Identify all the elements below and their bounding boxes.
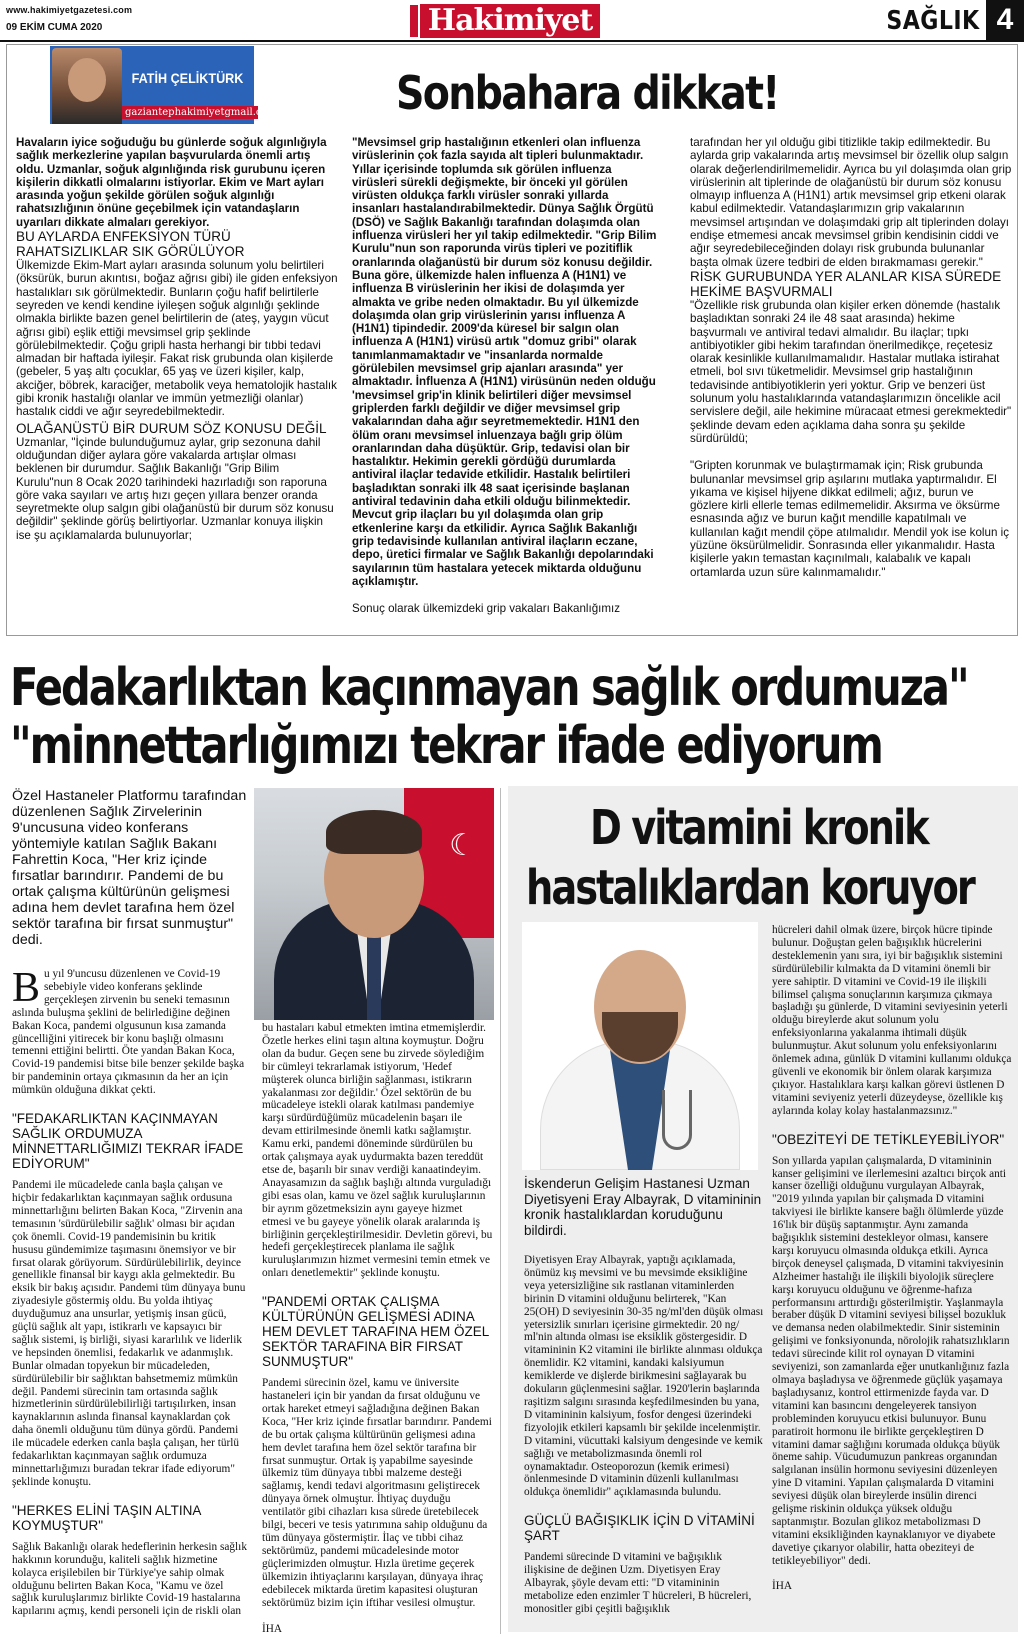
article2-paragraph: Pandemi sürecinin özel, kamu ve üniversite hastaneleri için bir yandan da fırsat olduğunu ve ortak hareket etmeyi sağladığına değinen Bakan Koca, "Her kriz içinde fırsatlar barındırır. Pandemi de bu ortak çalışma kültürünün gelişmesi adına hem devlet tarafına hem özel sektör tarafına bir fırsat sunmuştur. Ortak iş yapabilme sayesinde ülkemiz tüm dünyaya tıbbi malzeme desteği sağlamış, kendi tedavi algoritmasını geliştirecek dünyaya örnek olmuştur. İhtiyaç duyduğu ventilatör gibi cihazları kısa sürede üretebilecek bilgi, beceri ve tesis yatırımına sahip olduğunu da tüm dünyaya göstermiştir. İlaç ve tıbbi cihaz sektörümüz, pandemi mücadelesinde motor güçlerimizden olmuştur. Hızla üretime geçerek ülkemizin ihtiyaçlarını karşılayan, dünyaya ihraç edebilecek miktarda üretim kapasitesi oluşturan sektörümüz bizim için iftihar vesilesi olmuştur. <box>262 1377 492 1609</box>
author-email[interactable]: gaziantephakimiyetgmail.com <box>122 106 258 119</box>
article1-paragraph: "Mevsimsel grip hastalığının etkenleri olan influenza virüslerinin çok fazla sayıda alt tipleri bulunmaktadır. Yıllar içerisinde toplumda sık görülen influenza virüsleri sürekli değişmekte, bir önceki yıl görülen virüsten oldukça farklı virüsler sonraki yıllarda insanları hastalandırabilmektedir. Dünya Sağlık Örgütü (DSÖ) ve Sağlık Bakanlığı tarafından dolaşımda olan influenza virüsleri her yıl takip edilmektedir. "Grip Bilim Kurulu"nun son raporunda virüs tipleri ve pozitiflik oranlarında olağanüstü bir durum söz konusu değildir. Buna göre, ülkemizde halen influenza A (H1N1) ve influenza B virüslerinin her ikisi de dolaşımda yer almakta ve gribe neden olmaktadır. Bu yıl ülkemizde dolaşımda olan grip virüslerinin yarısı influenza A (H1N1) tipindedir. 2009'da küresel bir salgın olan influenza A (H1N1) virüsü artık "domuz gribi" olarak tanımlanmamaktadır ve "insanlarda normalde görülebilen mevsimsel grip ajanları arasında" yer almaktadır. İnfluenza A (H1N1) virüsünün neden olduğu 'mevsimsel grip'in klinik belirtileri diğer mevsimsel griplerden farklı değildir ve diğer mevsimsel grip vakalarından daha ağır seyretmemektedir. H1N1 den ölüm oranı mevsimsel inluenzaya bağlı grip ölüm oranlarından daha düşüktür. Grip, tedavisi olan bir hastalıktır. Hekimin gerekli gördüğü durumlarda antiviral ilaçlar tedavide etkilidir. Hastalık belirtileri başladıktan sonraki ilk 48 saat içerisinde başlanan antiviral tedavinin daha etkili olduğu bilinmektedir. Mevcut grip ilaçları bu yıl dolaşımda olan grip etkenlerine karşı da etkilidir. Ayrıca Sağlık Bakanlığı grip tedavisinde kullanılan antiviral ilaçların eczane, depo, üretici firmalar ve Sağlık Bakanlığı depolarındaki sayılarının tüm hastalara yetecek miktarda olduğunu açıklamıştır. <box>352 136 657 588</box>
article2-subheading-3: "PANDEMİ ORTAK ÇALIŞMA KÜLTÜRÜNÜN GELİŞMESİ ADINA HEM DEVLET TARAFINA HEM ÖZEL SEKTÖR TARAFINA BİR FIRSAT SUNMUŞTUR" <box>262 1294 489 1370</box>
article2-paragraph: bu hastaları kabul etmekten imtina etmemişlerdir. Özetle herkes elini taşın altına koymuştur. Doğru olan da budur. Geçen sene bu zirvede söylediğim bir cümleyi tekrarlamak istiyorum, 'Hedef müşterek olunca birliğin sağlanması, istikrarın yakalanması zor değildir.' Özel sektörün de bu mücadeleye istekli olarak katılması pandemiye karşı sürdürdüğümüz mücadelenin başarı ile devam ettirilmesinde önemli katkı sağlamıştır. Kamu erki, pandemi döneminde sürdürülen bu ortak çalışmaya ayak uydurmakta bazen tereddüt etse de, başarılı bir sınav verdiği kanaatindeyim. Anayasamızın da sağlık başlığı altında vurguladığı gibi esas olan, kamu ve özel sağlık kuruluşlarının bir ayrım gözetmeksizin aynı gayeye hizmet etmesi ve bu gayeye yönelik olarak aralarında iş birliğinin gerçekleştirilmesidir. Devletin görevi, bu hedefi gerçekleştirecek planlama ile sağlık kuruluşlarımızın hizmet vermesini temin etmek ve onları denetlemektir" şeklinde konuştu. <box>262 1022 493 1280</box>
article3-paragraph: Diyetisyen Eray Albayrak, yaptığı açıklamada, önümüz kış mevsimi ve bu mevsimde eksikliğine veya yetersizliğine sık rastlanan vitaminlerden birinin D vitamini olduğunu belirterek, "Kan 25(OH) D seviyesinin 30-35 ng/ml'den düşük olması yetersizlik sınırları içerisine girmektedir. 20 ng/ ml'nin altında olması ise eksiklik göstergesidir. D vitamininin K2 vitamini ile birlikte alınması oldukça önemlidir. K2 vitamini, kandaki kalsiyumun kemiklerde ve dişlerde birikmesini sağlayarak bu dokuların güçlenmesini sağlar. 1920'lerin başlarında raşitizm salgını sırasında keşfedilmesinden bu yana, D vitamininin kalsiyum, fosfor dengesi üzerindeki fizyolojik etkileri kapsamlı bir şekilde incelenmiştir. D vitamini, vücuttaki kalsiyum dengesinde ve kemik sağlığı ve metabolizmasında önemli rol oynamaktadır. Osteoporozun (kemik erimesi) önlenmesinde D vitaminin düzenli kullanılması oldukça önemlidir" açıklamasında bulundu. <box>524 1254 764 1499</box>
agency-credit: İHA <box>772 1579 793 1592</box>
article3-paragraph: hücreleri dahil olmak üzere, birçok hücre tipinde bulunur. Doğuştan gelen bağışıklık hücrelerini desteklemenin yanı sıra, iyi bir bağışıklık sistemini sürdürülebilir kılmakta da D vitamini önemli bir yere sahiptir. D vitamini ve Covid-19 ile ilişkili bilimsel çalışma sonuçlarının karşımıza çıkmaya başladığı şu günlerde, D vitamini seviyesinin yeterli olduğu bireylerde akut solunum yolu enfeksiyonlarına yakalanma ihtimali düşük bulunmuştur. Akut solunum yolu enfeksiyonlarını önlemek adına, günlük D vitamini kullanımı oldukça güvenli ve ekonomik bir önlem olarak karşımıza çıkıyor. Hastalıklara karşı kalkan görevi üstlenen D vitamini seviyeniz yeterli düzeydeyse, özellikle kış aylarında kolay kolay hastalanmazsınız." <box>772 924 1012 1117</box>
article2-paragraph: u yıl 9'uncusu düzenlenen ve Covid-19 sebebiyle video konferans şeklinde gerçekleşen zirvenin bu seneki temasının aslında buluşma şeklini de belirlediğine değinen Bakan Koca, pandemi olgusunun kısa zamanda güncelliğini yitirecek bir konu başlığı olmasını temenni ettiğini belirtti. Öte yandan Bakan Koca, Covid-19 pandemisi bitse bile benzer şekilde başka bir pandeminin ortaya çıkmasının da her an için mümkün olduğuna dikkat çekti. <box>12 968 245 1097</box>
article1-subheading-1: BU AYLARDA ENFEKSİYON TÜRÜ RAHATSIZLIKLAR SIK GÖRÜLÜYOR <box>16 229 245 260</box>
dietitian-photo <box>522 922 758 1170</box>
article2-lead: Özel Hastaneler Platformu tarafından düzenlenen Sağlık Zirvelerinin 9'uncusuna video konferans yöntemiyle katılan Sağlık Bakanı Fahrettin Koca, "Her kriz içinde fırsatlar barındırır. Pandemi de bu ortak çalışma kültürünün gelişmesi adına hem devlet tarafına hem özel sektör tarafına bir fırsat sunmuştur" dedi. <box>12 788 247 948</box>
article1-column-2 <box>352 136 658 615</box>
article1-paragraph: Ülkemizde Ekim-Mart ayları arasında solunum yolu belirtileri (öksürük, burun akıntısı, boğaz ağrısı gibi) ile giden enfeksiyon hastalıkları sık görülmektedir. Bunların çoğu hafif belirtilerle seyreden ve kendi kendine iyileşen soğuk algınlığı şeklinde olmakla birlikte bazen genel belirtilerin de (ateş, yaygın vücut ağrısı gibi) eşlik ettiği mevsimsel grip şeklinde görülebilmektedir. Çoğu gripli hasta herhangi bir tıbbi tedavi almadan bir haftada iyileşir. Fakat risk grubunda olan kişilerde (gebeler, 5 yaş altı çocuklar, 65 yaş ve üzeri kişiler, kalp, akciğer, böbrek, karaciğer, metabolik veya hematolojik hastalık gibi kronik hastalığı olanlar ve immün yetmezliği olanlar) hastalık ciddi ve ağır seyredebilmektedir. <box>16 259 338 419</box>
masthead-mark-icon <box>410 5 418 37</box>
agency-credit: İHA <box>262 1623 283 1636</box>
article2-column-1 <box>12 965 248 1618</box>
column-divider <box>500 788 501 1634</box>
article3-title-line-2: hastalıklardan koruyor <box>526 860 974 916</box>
article1-lead: Havaların iyice soğuduğu bu günlerde soğuk algınlığıyla sağlık merkezlerine yapılan başvurularda önemli artış oldu. Uzmanlar, soğuk algınlığında risk gurubunu içeren kişilerin dikkatli olmalarını istiyorlar. Ekim ve Mart ayları arasında yoğun şekilde görülen soğuk algınlığı rahatsızlığının önüne geçebilmek için vatandaşların uyarıları dikkate almaları gerekiyor. <box>16 136 327 229</box>
article3-subheading-1: GÜÇLÜ BAĞIŞIKLIK İÇİN D VİTAMİNİ ŞART <box>524 1513 755 1544</box>
section-title: SAĞLIK <box>886 6 980 36</box>
minister-photo <box>254 788 494 1020</box>
article3-paragraph: Pandemi sürecinde D vitamini ve bağışıklık ilişkisine de değinen Uzm. Diyetisyen Eray Albayrak, şöyle devam etti: "D vitamininin metabolize eden enzimler T hücreleri, B hücreleri, monositler gibi çeşitli bağışıklık <box>524 1551 752 1615</box>
article1-title: Sonbahara dikkat! <box>396 66 779 120</box>
article1-paragraph: tarafından her yıl olduğu gibi titizlikle takip edilmektedir. Bu aylarda grip vakalarında artış mevsimsel bir özellik olup salgın olarak değerlendirilmemelidir. Ayrıca bu yıl dolaşımda olan grip virüslerinin alt tiplerinde de olağanüstü bir durum söz konusu olmayıp influenza A (H1N1) artık mevsimsel grip etkeni olarak kabul edilmektedir. Vatandaşlarımızın grip vakalarının mevsimsel artışından ve dolaşımdaki grip alt tiplerinden dolayı endişe etmemesi ancak mevsimsel gribin kendisinin ciddi ve ağır seyredebileceğinden dolayı risk grubunda bulunanlar başta olmak üzere tedbiri de elden bırakmaması gerekir." <box>690 136 1012 269</box>
article1-column-1 <box>16 136 338 542</box>
article2-subheading-2: "HERKES ELİNİ TAŞIN ALTINA KOYMUŞTUR" <box>12 1502 201 1533</box>
website-url[interactable]: www.hakimiyetgazetesi.com <box>6 5 133 15</box>
article3-title-line-1: D vitamini kronik <box>590 800 928 856</box>
article1-paragraph: Sonuç olarak ülkemizdeki grip vakaları Bakanlığımız <box>352 602 621 616</box>
article3-column-1 <box>524 1254 764 1616</box>
article2-dropcap: B <box>12 965 41 1011</box>
article1-subheading-2: OLAĞANÜSTÜ BİR DURUM SÖZ KONUSU DEĞİL <box>16 420 327 436</box>
issue-date: 09 EKİM CUMA 2020 <box>6 22 103 33</box>
page-number: 4 <box>986 0 1024 40</box>
article2-headline-line-1: Fedakarlıktan kaçınmayan sağlık ordumuza" <box>10 658 968 718</box>
article2-paragraph: Pandemi ile mücadelede canla başla çalışan ve hiçbir fedakarlıktan kaçınmayan sağlık ordusuna minnettarlığını belirten Bakan Koca, "Zirvenin ana temasının 'sürdürülebilir sağlık' olması bir açıdan çok önemli. Covid-19 pandemisinin bu kritik hususu gündemimize taşımasını önemsiyor ve bir fırsat olarak görüyorum. Sürdürülebilirlik, deyince genellikle finansal bir kaygı akla gelmektedir. Bu eksik bir bakış açısıdır. Pandemi tüm dünyaya bunu ziyadesiyle göstermiş oldu. Bu yolda ihtiyaç duyduğumuz ana unsurlar, yetişmiş insan gücü, güçlü sağlık alt yapı, istikrarlı ve kapsayıcı bir sağlık sistemi, iş birliği, siyasi kararlılık ve liderlik ve hepsinden önemlisi, fedakarlık ve adanmışlık. Bunlar olmadan topyekun bir mücadeleden, sürdürülebilir bir sağlıktan bahsetmemiz mümkün değil. Pandemi sürecinin tam ortasında sağlık hizmetlerinin sürdürülebilirliği tartışılırken, insan kaynaklarının aslında finansal kaynaklardan çok daha önemli olduğunu tüm dünya gördü. Pandemi ile mücadele ederken canla başla çalışan, her türlü fedakarlıktan kaçınmayan sağlık ordumuza minnettarlığımızı buradan tekrar ifade ediyorum" şeklinde konuştu. <box>12 1179 246 1488</box>
stethoscope-icon <box>662 1090 692 1150</box>
author-photo <box>52 48 122 124</box>
article1-paragraph: "Özellikle risk grubunda olan kişiler erken dönemde (hastalık başladıktan sonraki 24 ile 48 saat arasında) hekime başvurmalı ve antiviral tedavi almalıdır. Bu ilaçlar; tıpkı antibiyotikler gibi hekim tarafından önerilmedikçe, reçetesiz olarak kesinlikle kullanılmamalıdır. Hastalar mutlaka istirahat etmeli, bol sıvı tüketmelidir. Mevsimsel grip hastalığının tedavisinde antibiyotiklerin yeri yoktur. Grip ve benzeri üst solunum yolu hastalıklarında vatandaşlarımızın öncelikle acil servislere değil, aile hekimine müracaat etmesi gerekmektedir" şeklinde devam eden açıklama daha sonra şu şekilde sürdürüldü; <box>690 298 1012 445</box>
article3-lead: İskenderun Gelişim Hastanesi Uzman Diyetisyeni Eray Albayrak, D vitamininin kronik hastalıklardan koruduğunu bildirdi. <box>524 1176 762 1238</box>
article3-subheading-2: "OBEZİTEYİ DE TETİKLEYEBİLİYOR" <box>772 1131 1005 1147</box>
article1-column-3 <box>690 136 1014 579</box>
author-name: FATİH ÇELİKTÜRK <box>131 70 244 86</box>
article1-paragraph: Uzmanlar, "İçinde bulunduğumuz aylar, grip sezonuna dahil olduğundan diğer aylara göre vakalarda artışlar olması beklenen bir durumdur. Sağlık Bakanlığı "Grip Bilim Kurulu"nun 8 Ocak 2020 tarihindeki hazırladığı son raporuna göre vaka sayıları ve artış hızı geçen yıllara benzer oranda seyretmekte olup salgın gibi olağanüstü bir durum söz konusu değildir" şeklinde görüş belirtiyorlar. Uzmanlar konuya ilişkin ise şu açıklamalarda bulunuyorlar; <box>16 435 334 542</box>
article1-subheading-3: RİSK GURUBUNDA YER ALANLAR KISA SÜREDE HEKİME BAŞVURMALI <box>690 268 1002 299</box>
article3-paragraph: Son yıllarda yapılan çalışmalarda, D vitamininin kanser gelişimini ve ilerlemesini azaltıcı birçok anti kanser özelliği olduğunu vurgulayan Albayrak, "2019 yılında yapılan bir çalışmada D vitamini takviyesi ile birlikte kansere bağlı ölümlerde yüzde 16'lık bir düşüş saptanmıştır. Aynı zamanda bağışıklık sistemini destekleyor olması, kansere karşı koruyucu olmasında oldukça etkili. Ayrıca birçok deneysel çalışmada, D vitamini takviyesinin Alzheimer hastalığı ile ilişkili biyolojik süreçlere karşı koruyucu olduğunu ve öğrenme-hafıza performansını arttırdığı gösterilmiştir. Yaşlanmayla beraber düşük D vitamini seviyesi bilişsel bozukluk ve demansa neden olabilmektedir. Sinir sisteminin gelişimi ve fonksiyonunda, nörolojik rahatsızlıkların tedavi sürecinde kilit rol oynayan D vitamini seviyenizi, son zamanlarda eğer unutkanlığınız fazla olmaya başladıysa ve öğrenmede güçlük yaşamaya başladıysanız, kontrol ettirmenizde fayda var. D vitamini kan basıncını dengeleyerek tansiyon probleminden koruyucu etkisi bulunuyor. Bunu paratiroit hormonu ile birlikte gerçekleştiren D vitamini damar sağlığını korumada oldukça büyük öneme sahip. Vücudumuzun pankreas organından salgılanan insülin hormonu seviyesini düzenleyen yine D vitamini. Yapılan çalışmalarda D vitamini seviyesi düşük olan bireylerde insülin direnci gelişme riskinin oldukça yüksek olduğu saptanmıştır. Bozulan glikoz metabolizması D vitamini eksikliğinden kaynaklanıyor ve diyabete davetiye çıkarıyor olabilir, hatta obeziteyi de tetikleyebiliyor" dedi. <box>772 1154 1010 1567</box>
crescent-star-icon: ☾ <box>449 829 476 862</box>
article2-headline-line-2: "minnettarlığımızı tekrar ifade ediyorum <box>10 716 882 776</box>
masthead-logo <box>410 3 600 39</box>
masthead-title: Hakimiyet <box>420 4 600 38</box>
header-rule <box>0 40 1024 42</box>
article2-paragraph: Sağlık Bakanlığı olarak hedeflerinin herkesin sağlık hakkının korunduğu, kaliteli sağlık hizmetine kolayca erişilebilen bir Türkiye'ye sahip olmak olduğunu belirten Bakan Koca, "Kamu ve özel sağlık kuruluşlarımız birlikte Covid-19 hastalarına kapılarını açmış, kendi personeli için de riskli olan <box>12 1540 247 1618</box>
article3-column-2 <box>772 924 1012 1593</box>
article2-column-2 <box>262 1022 494 1636</box>
article2-subheading-1: "FEDAKARLIKTAN KAÇINMAYAN SAĞLIK ORDUMUZA MİNNETTARLIĞIMIZI TEKRAR İFADE EDİYORUM" <box>12 1111 244 1172</box>
article1-paragraph: "Gripten korunmak ve bulaştırmamak için; Risk grubunda bulunanlar mevsimsel grip aşılarını mutlaka yaptırmalıdır. El yıkama ve kişisel hijyene dikkat edilmeli; ağız, burun ve gözlere kirli ellerle temas edilmemelidir. Aksırma ve öksürme esnasında ağız ve burun kağıt mendille kapatılmalı ve kullanılan kağıt mendil çöpe atılmalıdır. Mendil yok ise kolun iç yüzüne öksürülmelidir. Sonrasında eller yıkanmalıdır. Hasta kişilerle yakın temastan kaçınılmalı, kalabalık ve kapalı ortamlarda uzun süre kalınmamalıdır." <box>690 459 1009 579</box>
